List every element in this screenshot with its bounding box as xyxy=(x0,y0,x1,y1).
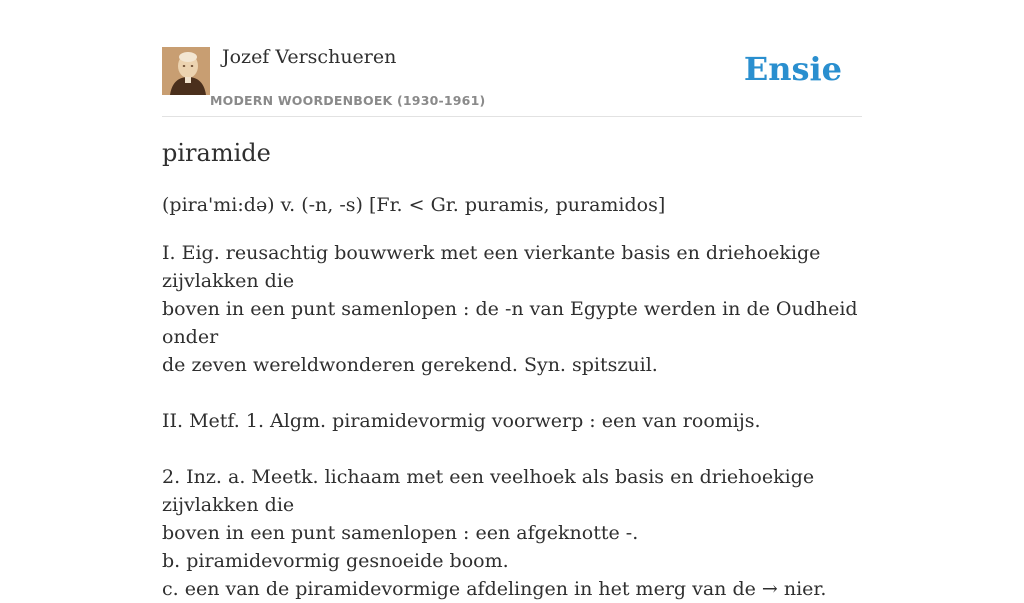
definition-line: boven in een punt samenlopen : een afgeknotte -. xyxy=(162,522,639,544)
definition-line: de zeven wereldwonderen gerekend. Syn. spitszuil. xyxy=(162,354,658,376)
source-label[interactable]: MODERN WOORDENBOEK (1930-1961) xyxy=(210,93,486,108)
definition-line: b. piramidevormig gesnoeide boom. xyxy=(162,550,509,572)
header xyxy=(162,0,862,117)
paragraph-gap xyxy=(162,435,862,463)
brand-logo[interactable]: Ensie xyxy=(743,50,842,88)
entry-pronunciation: (pira'mi:də) v. (-n, -s) [Fr. < Gr. puramis, puramidos] xyxy=(162,194,666,216)
author-avatar[interactable] xyxy=(162,47,210,95)
author-name[interactable]: Jozef Verschueren xyxy=(222,46,397,68)
entry-title: piramide xyxy=(162,139,271,167)
paragraph-gap xyxy=(162,379,862,407)
avatar-portrait-icon xyxy=(162,47,210,95)
page xyxy=(162,0,862,600)
definition-line: c. een van de piramidevormige afdelingen in het merg van de → nier. xyxy=(162,578,827,600)
definition-line: boven in een punt samenlopen : de -n van Egypte werden in de Oudheid onder xyxy=(162,298,858,348)
definition-line: II. Metf. 1. Algm. piramidevormig voorwerp : een van roomijs. xyxy=(162,410,761,432)
entry-body xyxy=(162,239,862,603)
definition-line: I. Eig. reusachtig bouwwerk met een vierkante basis en driehoekige zijvlakken die xyxy=(162,242,821,292)
definition-line: 2. Inz. a. Meetk. lichaam met een veelhoek als basis en driehoekige zijvlakken die xyxy=(162,466,815,516)
